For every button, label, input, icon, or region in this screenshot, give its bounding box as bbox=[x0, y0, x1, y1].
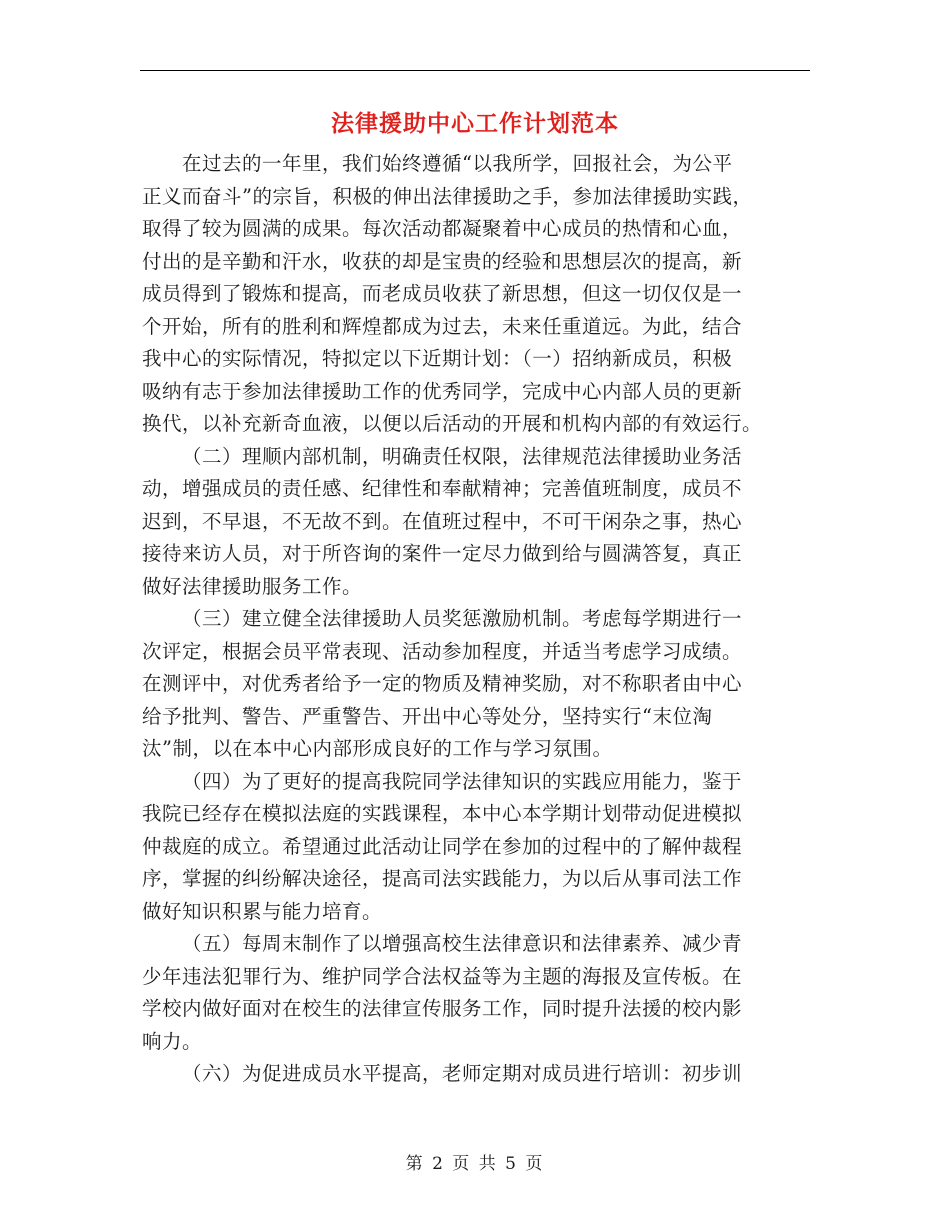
body-line: 付出的是辛勤和汗水，收获的却是宝贵的经验和思想层次的提高，新 bbox=[142, 249, 743, 273]
body-line: 我中心的实际情况，特拟定以下近期计划：（一）招纳新成员，积极 bbox=[142, 347, 733, 370]
body-line: 在测评中，对优秀者给予一定的物质及精神奖励，对不称职者由中心 bbox=[142, 672, 743, 695]
document-title: 法律援助中心工作计划范本 bbox=[331, 111, 619, 137]
body-line: 我院已经存在模拟法庭的实践课程，本中心本学期计划带动促进模拟 bbox=[142, 802, 743, 825]
body-line: 取得了较为圆满的成果。每次活动都凝聚着中心成员的热情和心血， bbox=[142, 217, 743, 240]
body-line: 接待来访人员，对于所咨询的案件一定尽力做到给与圆满答复，真正 bbox=[142, 542, 743, 565]
body-line: 次评定，根据会员平常表现、活动参加程度，并适当考虑学习成绩。 bbox=[142, 639, 743, 663]
body-line: 序，掌握的纠纷解决途径，提高司法实践能力，为以后从事司法工作 bbox=[142, 867, 743, 890]
body-line: 仲裁庭的成立。希望通过此活动让同学在参加的过程中的了解仲裁程 bbox=[142, 834, 743, 858]
body-line: 换代，以补充新奇血液，以便以后活动的开展和机构内部的有效运行。 bbox=[142, 412, 763, 435]
body-line: 正义而奋斗”的宗旨，积极的伸出法律援助之手，参加法律援助实践， bbox=[142, 184, 753, 208]
body-line: 少年违法犯罪行为、维护同学合法权益等为主题的海报及宣传板。在 bbox=[142, 964, 743, 988]
body-line: 给予批判、警告、严重警告、开出中心等处分，坚持实行“末位淘 bbox=[142, 704, 713, 728]
body-line: （六）为促进成员水平提高，老师定期对成员进行培训：初步训 bbox=[182, 1062, 743, 1085]
body-line: 成员得到了锻炼和提高，而老成员收获了新思想，但这一切仅仅是一 bbox=[142, 282, 743, 305]
body-line: （三）建立健全法律援助人员奖惩激励机制。考虑每学期进行一 bbox=[182, 607, 743, 630]
body-line: 吸纳有志于参加法律援助工作的优秀同学，完成中心内部人员的更新 bbox=[142, 379, 743, 403]
body-line: 动，增强成员的责任感、纪律性和奉献精神；完善值班制度，成员不 bbox=[142, 477, 743, 500]
body-line: （五）每周末制作了以增强高校生法律意识和法律素养、减少青 bbox=[182, 932, 743, 955]
body-line: 响力。 bbox=[142, 1029, 203, 1053]
header-rule bbox=[140, 70, 810, 71]
body-line: 做好知识积累与能力培育。 bbox=[142, 899, 383, 923]
body-line: 迟到，不早退，不无故不到。在值班过程中，不可干闲杂之事，热心 bbox=[142, 509, 743, 533]
document-body bbox=[142, 148, 810, 1091]
body-line: 汰”制，以在本中心内部形成良好的工作与学习氛围。 bbox=[142, 737, 613, 760]
body-line: （四）为了更好的提高我院同学法律知识的实践应用能力，鉴于 bbox=[182, 769, 743, 793]
page-footer: 第 2 页 共 5 页 bbox=[405, 1154, 545, 1174]
body-line: 个开始，所有的胜利和辉煌都成为过去，未来任重道远。为此，结合 bbox=[142, 314, 743, 338]
body-line: （二）理顺内部机制，明确责任权限，法律规范法律援助业务活 bbox=[182, 444, 743, 468]
body-line: 做好法律援助服务工作。 bbox=[142, 574, 363, 598]
body-line: 在过去的一年里，我们始终遵循“以我所学，回报社会，为公平 bbox=[182, 152, 733, 175]
body-line: 学校内做好面对在校生的法律宣传服务工作，同时提升法援的校内影 bbox=[142, 997, 743, 1020]
